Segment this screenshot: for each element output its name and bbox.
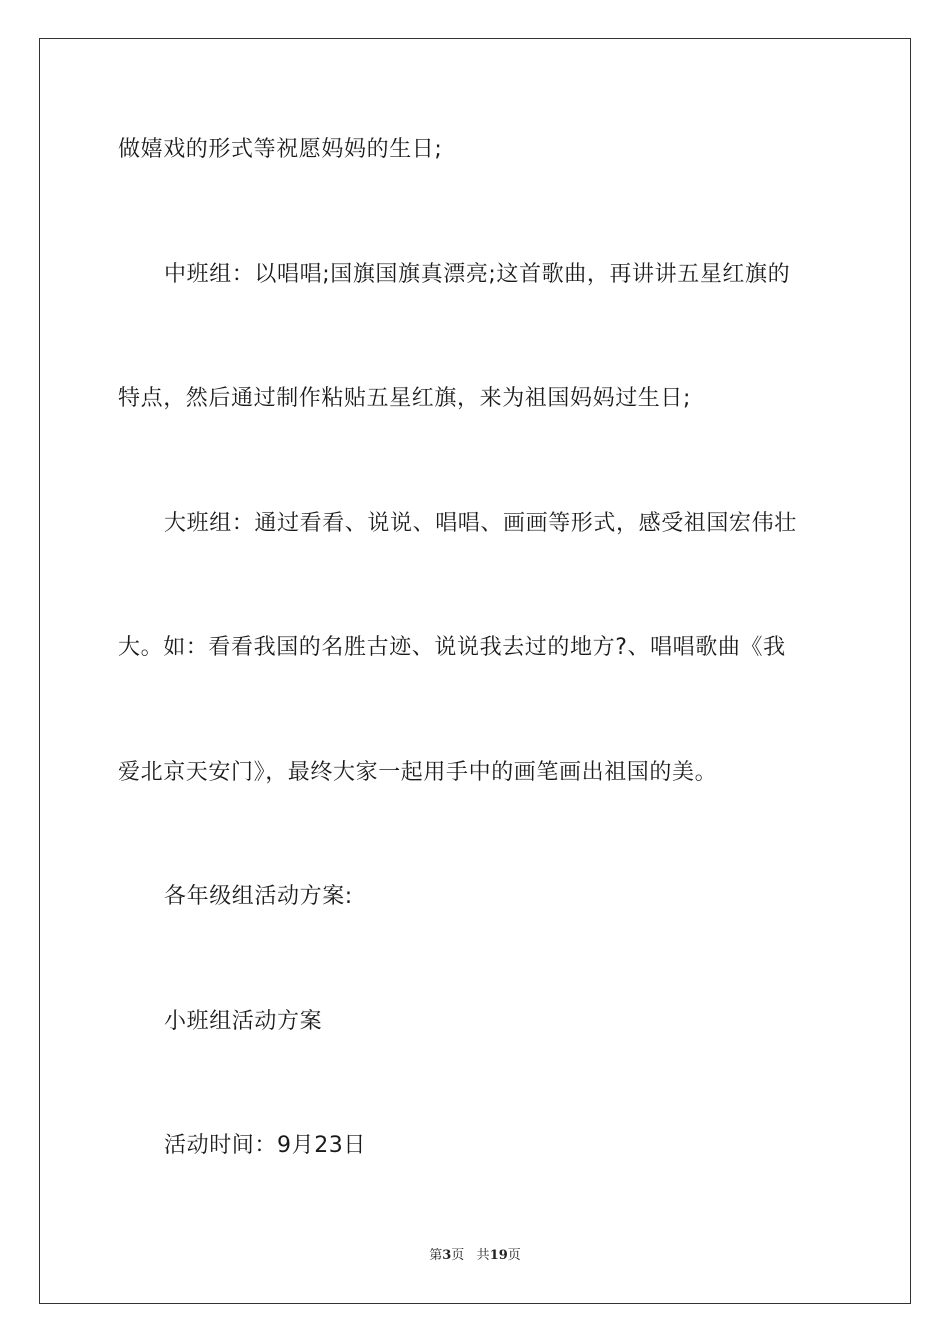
page-border — [39, 38, 911, 1304]
paragraph-line-4: 大班组：通过看看、说说、唱唱、画画等形式，感受祖国宏伟壮 — [164, 511, 797, 536]
paragraph-line-5: 大。如：看看我国的名胜古迹、说说我去过的地方?、唱唱歌曲《我 — [118, 635, 786, 660]
total-pages: 19 — [489, 1248, 508, 1263]
page-number: 3 — [442, 1248, 452, 1263]
total-prefix: 共 — [476, 1248, 490, 1263]
paragraph-line-2: 中班组：以唱唱;国旗国旗真漂亮;这首歌曲，再讲讲五星红旗的 — [164, 262, 791, 287]
page-footer — [0, 1248, 950, 1264]
paragraph-line-1: 做嬉戏的形式等祝愿妈妈的生日; — [118, 137, 443, 162]
paragraph-line-6: 爱北京天安门》，最终大家一起用手中的画笔画出祖国的美。 — [118, 760, 718, 785]
page-suffix: 页 — [451, 1248, 465, 1263]
activity-time-line: 活动时间：9月23日 — [164, 1133, 366, 1158]
section-heading-grade-plans: 各年级组活动方案: — [164, 884, 353, 909]
section-heading-small-class: 小班组活动方案 — [164, 1009, 323, 1034]
page-prefix: 第 — [429, 1248, 443, 1263]
total-suffix: 页 — [507, 1248, 521, 1263]
paragraph-line-3: 特点，然后通过制作粘贴五星红旗，来为祖国妈妈过生日; — [118, 386, 692, 411]
